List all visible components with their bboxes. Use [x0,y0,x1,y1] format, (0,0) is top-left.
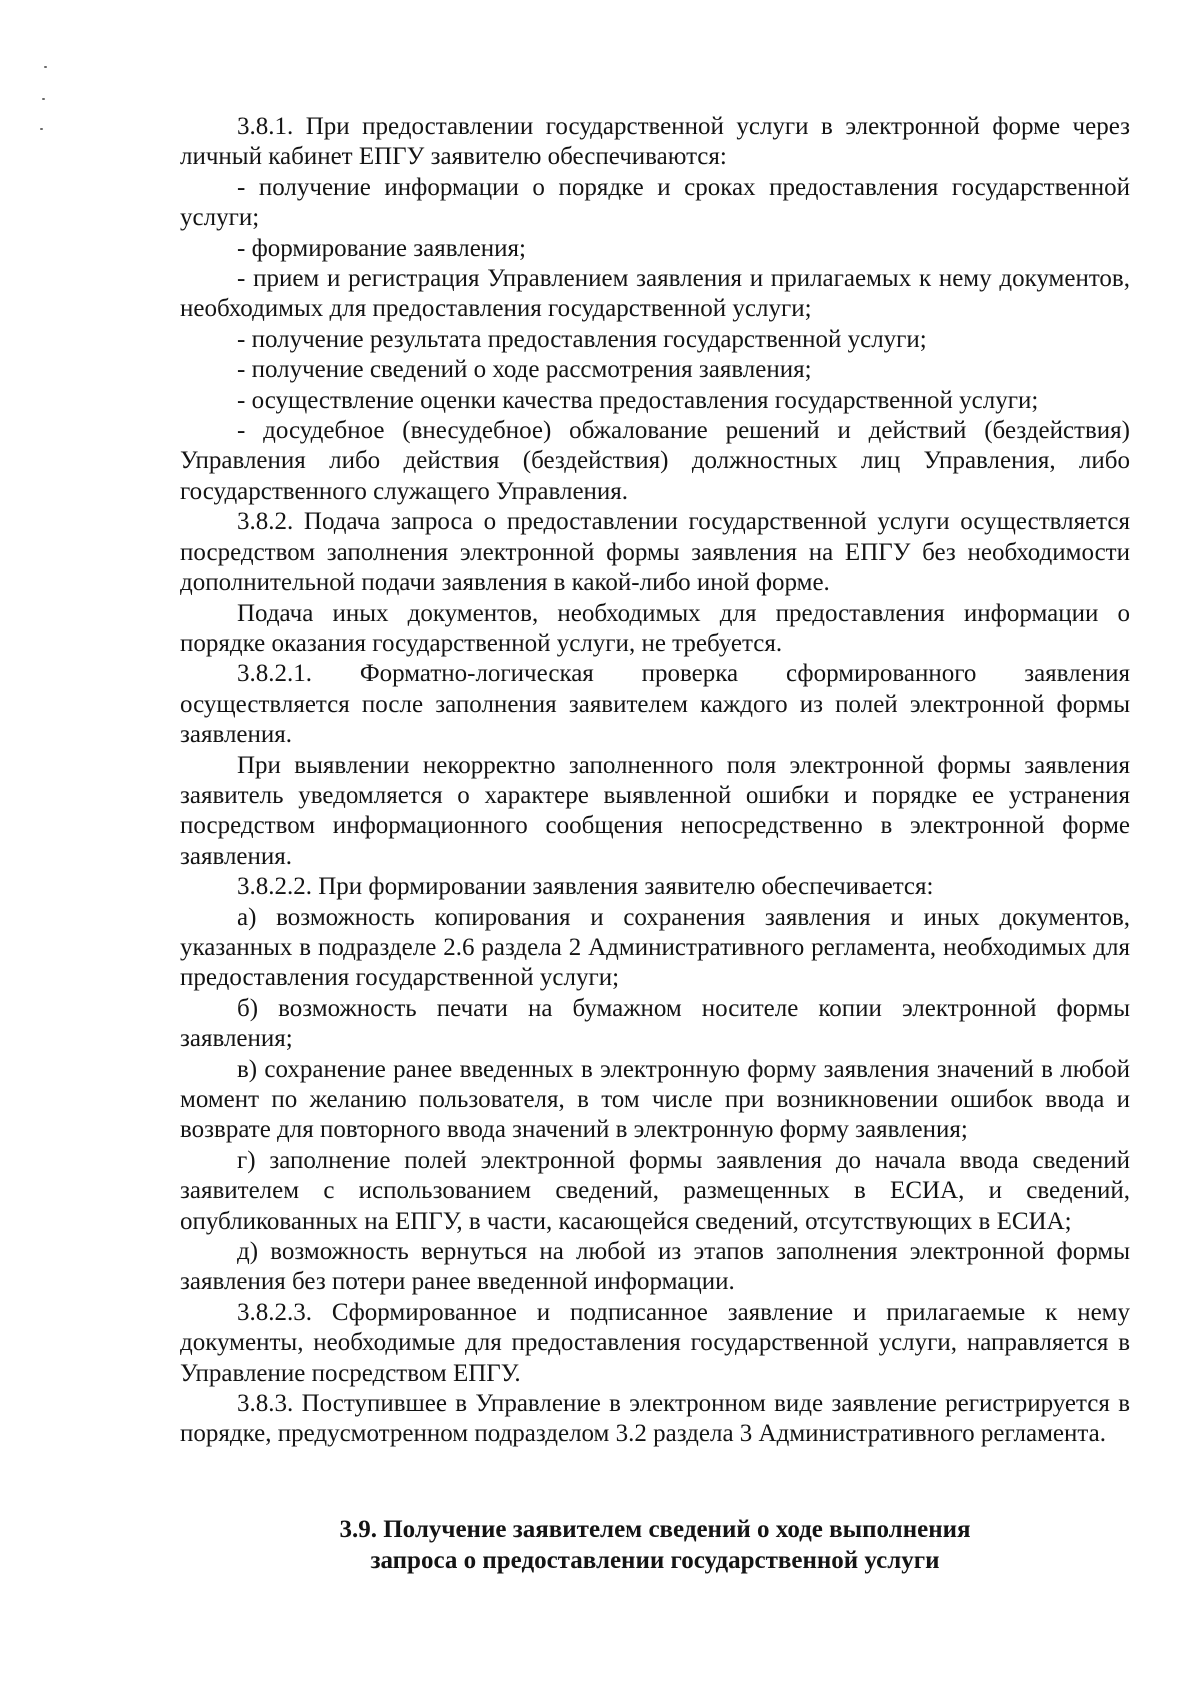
paragraph-other-documents: Подача иных документов, необходимых для предоставления информации о порядке оказания государственной услуги, не требуется. [180,599,1130,657]
list-item-g: г) заполнение полей электронной формы заявления до начала ввода сведений заявителем с использованием сведений, размещенных в ЕСИА, и сведений, опубликованных на ЕПГУ, в части, касающейся сведений, отсутствующих в ЕСИА; [180,1146,1130,1235]
paragraph-3-8-2-2: 3.8.2.2. При формировании заявления заявителю обеспечивается: [237,873,934,901]
list-item-v: в) сохранение ранее введенных в электронную форму заявления значений в любой момент по желанию пользователя, в том числе при возникновении ошибок ввода и возврате для повторного ввода значений в электронную форму заявления; [180,1055,1130,1144]
list-item-appeal: - досудебное (внесудебное) обжалование решений и действий (бездействия) Управления либо действия (бездействия) должностных лиц Управления, либо государственного служащего Управления. [180,417,1130,505]
section-heading-3-9 [180,1514,1130,1576]
paragraph-3-8-1: 3.8.1. При предоставлении государственной услуги в электронной форме через личный кабинет ЕПГУ заявителю обеспечиваются: [180,113,1130,171]
list-item-result: - получение результата предоставления государственной услуги; [237,325,927,353]
scan-speck [42,98,45,100]
paragraph-3-8-2: 3.8.2. Подача запроса о предоставлении государственной услуги осуществляется посредством заполнения электронной формы заявления на ЕПГУ без необходимости дополнительной подачи заявления в какой-либо иной форме. [180,508,1130,597]
list-item-b: б) возможность печати на бумажном носителе копии электронной формы заявления; [180,994,1130,1053]
list-item-progress: - получение сведений о ходе рассмотрения заявления; [237,356,812,384]
list-item-d: д) возможность вернуться на любой из этапов заполнения электронной формы заявления без потери ранее введенной информации. [180,1238,1130,1296]
paragraph-3-8-2-3: 3.8.2.3. Сформированное и подписанное заявление и прилагаемые к нему документы, необходимые для предоставления государственной услуги, направляется в Управление посредством ЕПГУ. [180,1298,1130,1387]
list-item-info: - получение информации о порядке и сроках предоставления государственной услуги; [180,173,1130,232]
scan-speck [44,66,47,68]
paragraph-field-error: При выявлении некорректно заполненного поля электронной формы заявления заявитель уведомляется о характере выявленной ошибки и порядке ее устранения посредством информационного сообщения непосредственно в электронной форме заявления. [180,751,1130,870]
paragraph-3-8-2-1: 3.8.2.1. Форматно-логическая проверка сформированного заявления осуществляется после заполнения заявителем каждого из полей электронной формы заявления. [180,660,1130,749]
list-item-reception: - прием и регистрация Управлением заявления и прилагаемых к нему документов, необходимых для предоставления государственной услуги; [180,265,1130,323]
paragraph-3-8-3: 3.8.3. Поступившее в Управление в электронном виде заявление регистрируется в порядке, предусмотренном подразделом 3.2 раздела 3 Административного регламента. [180,1390,1130,1448]
list-item-quality: - осуществление оценки качества предоставления государственной услуги; [237,386,1039,414]
list-item-forming: - формирование заявления; [237,234,526,262]
section-heading-line-2: запроса о предоставлении государственной услуги [370,1546,940,1574]
section-heading-line-1: 3.9. Получение заявителем сведений о ходе выполнения [339,1515,971,1543]
scan-speck [40,128,43,130]
document-body [180,112,1130,1576]
list-item-a: а) возможность копирования и сохранения заявления и иных документов, указанных в подразделе 2.6 раздела 2 Административного регламента, необходимых для предоставления государственной услуги; [180,903,1130,992]
